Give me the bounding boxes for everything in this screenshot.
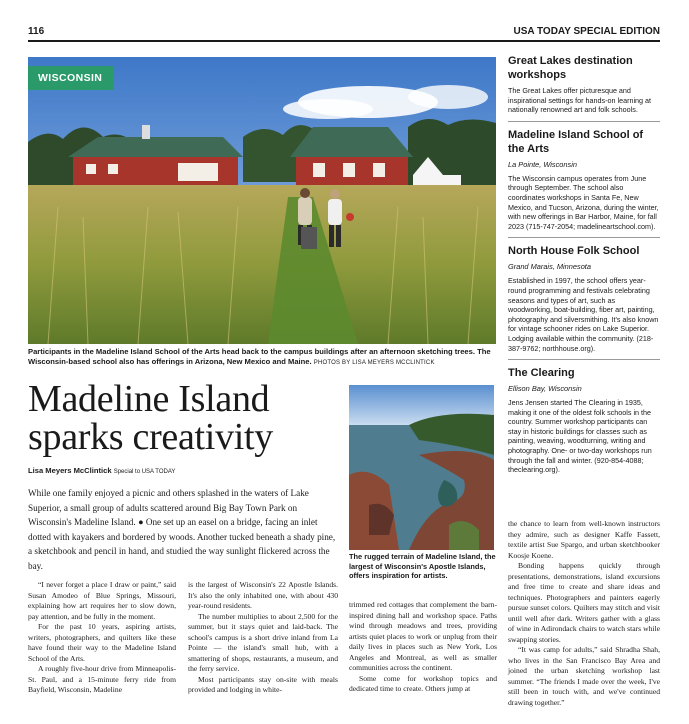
- byline: [28, 466, 348, 475]
- entry-location: La Pointe, Wisconsin: [508, 159, 577, 169]
- side-photo-caption: The rugged terrain of Madeline Island, the largest of Wisconsin's Apostle Islands, offers inspiration for artists.: [349, 552, 496, 581]
- entry-description: Established in 1997, the school offers year-round programming and festivals celebrating seasons and types of art, such as woodworking, boat-building, fiber art, painting, photography and silversmithing. It's also known for vintage schooner rides on Lake Superior. Lodging available within the community. (218-387-9762; northhouse.org).: [508, 276, 659, 353]
- side-photo: [349, 385, 494, 550]
- paragraph: A roughly five-hour drive from Minneapolis-St. Paul, and a 15-minute ferry ride from Bayfield, Wisconsin, Madeline: [28, 664, 176, 694]
- paragraph: For the past 10 years, aspiring artists, writers, photographers, and quilters like these have found their way to the Madeline Island School of the Arts.: [28, 622, 176, 663]
- entry-description: The Wisconsin campus operates from June through September. The school also coordinates workshops in Santa Fe, New Mexico, and Tucson, Arizona, during the winter, with new offerings in Bar Harbor, Maine, for fall 2023 (715-747-2054; madelineartschool.com).: [508, 173, 659, 231]
- page-number: 116: [28, 26, 45, 37]
- region-tag: WISCONSIN: [28, 66, 114, 90]
- entry-name: Madeline Island School of the Arts: [508, 128, 644, 155]
- paragraph: “It was camp for adults,” said Shradha Shah, who lives in the San Francisco Bay Area and joined the urban sketching workshop last summer. “The friends I made over the week, I've still been in touch with, and we've continued drawing together.”: [508, 645, 660, 707]
- paragraph: Bonding happens quickly through presentations, demonstrations, island excursions and free time to create and share ideas and techniques. Photographers and painters eagerly pursue sunset colors. Quilters may stitch and visit until well after dark. Writers gather with a glass of wine in Adirondack chairs to watch stars while swapping stories.: [508, 561, 660, 644]
- sidebar-title: Great Lakes destination workshops: [508, 55, 633, 81]
- main-photo-caption: [28, 347, 498, 368]
- paragraph: the chance to learn from well-known instructors they admire, such as designer Kaffe Fassett, textile artist Sue Spargo, and urban sketchbooker Koosje Koene.: [508, 519, 660, 560]
- article-headline: [28, 380, 348, 456]
- article-column-3: [349, 600, 497, 695]
- author-name: Lisa Meyers McClintick: [28, 466, 112, 475]
- article-column-4: [508, 519, 660, 708]
- headline-line-1: Madeline Island: [28, 378, 270, 420]
- paragraph: is the largest of Wisconsin's 22 Apostle Islands. It's also the only inhabited one, with about 430 year-round residents.: [188, 580, 338, 610]
- headline-line-2: sparks creativity: [28, 416, 273, 458]
- sidebar-intro: The Great Lakes offer picturesque and inspirational settings for hands-on learning at nationally renowned art and folk schools.: [508, 86, 652, 115]
- paragraph: Most participants stay on-site with meals provided and lodging in white-: [188, 674, 338, 694]
- author-role: Special to USA TODAY: [113, 469, 176, 475]
- entry-location: Ellison Bay, Wisconsin: [508, 384, 582, 394]
- divider: [508, 121, 660, 122]
- paragraph: Some come for workshop topics and dedicated time to create. Others jump at: [349, 673, 497, 693]
- divider: [508, 359, 660, 360]
- paragraph: trimmed red cottages that complement the barn-inspired dining hall and workshop space. Paths wind through meadows and trees, providing artists quiet places to work or unplug from their daily lives in places such as New York, Los Angeles and Montreal, as well as smaller communities across the continent.: [349, 600, 497, 672]
- article-lede: While one family enjoyed a picnic and others splashed in the waters of Lake Superior, a small group of adults scattered around Big Bay Town Park on Wisconsin's Madeline Island. ● One set up an easel on a bridge, facing an inlet dotted with kayakers and bordered by woods. Another tucked beneath a shady pine, a sketchbook and pencil in hand, and studied the way sunlight flickered across the bay.: [28, 488, 336, 571]
- header-rule: [28, 40, 660, 42]
- main-caption-text: Participants in the Madeline Island School of the Arts head back to the campus buildings after an afternoon sketching trees. The Wisconsin-based school also has offerings in Arizona, New Mexico and Maine.: [28, 347, 491, 366]
- entry-description: Jens Jensen started The Clearing in 1935, making it one of the oldest folk schools in the country. Summer workshop participants can stay in historic buildings for classes such as painting, weaving, woodturning, writing and photography. One- or two-day workshops run through the fall and winter. (920-854-4088; theclearing.org).: [508, 398, 652, 475]
- article-column-2: [188, 580, 338, 696]
- sidebar-workshops: [508, 54, 660, 475]
- paragraph: The number multiplies to about 2,500 for the summer, but it stays quiet and laid-back. The school's campus is a short drive inland from La Pointe — the island's small hub, with a smattering of shops, restaurants, a museum, and the ferry service.: [188, 611, 338, 673]
- entry-name: North House Folk School: [508, 245, 640, 258]
- entry-name: The Clearing: [508, 367, 575, 380]
- main-photo: [28, 57, 496, 344]
- edition-label: USA TODAY SPECIAL EDITION: [513, 26, 660, 37]
- divider: [508, 237, 660, 238]
- paragraph: “I never forget a place I draw or paint,” said Susan Amodeo of Blue Springs, Missouri, explaining how art requires her to slow down, pay attention, and be fully in the moment.: [28, 580, 176, 621]
- entry-location: Grand Marais, Minnesota: [508, 262, 591, 272]
- photo-credit: PHOTOS BY LISA MEYERS MCCLINTICK: [313, 360, 435, 366]
- article-column-1: [28, 580, 176, 696]
